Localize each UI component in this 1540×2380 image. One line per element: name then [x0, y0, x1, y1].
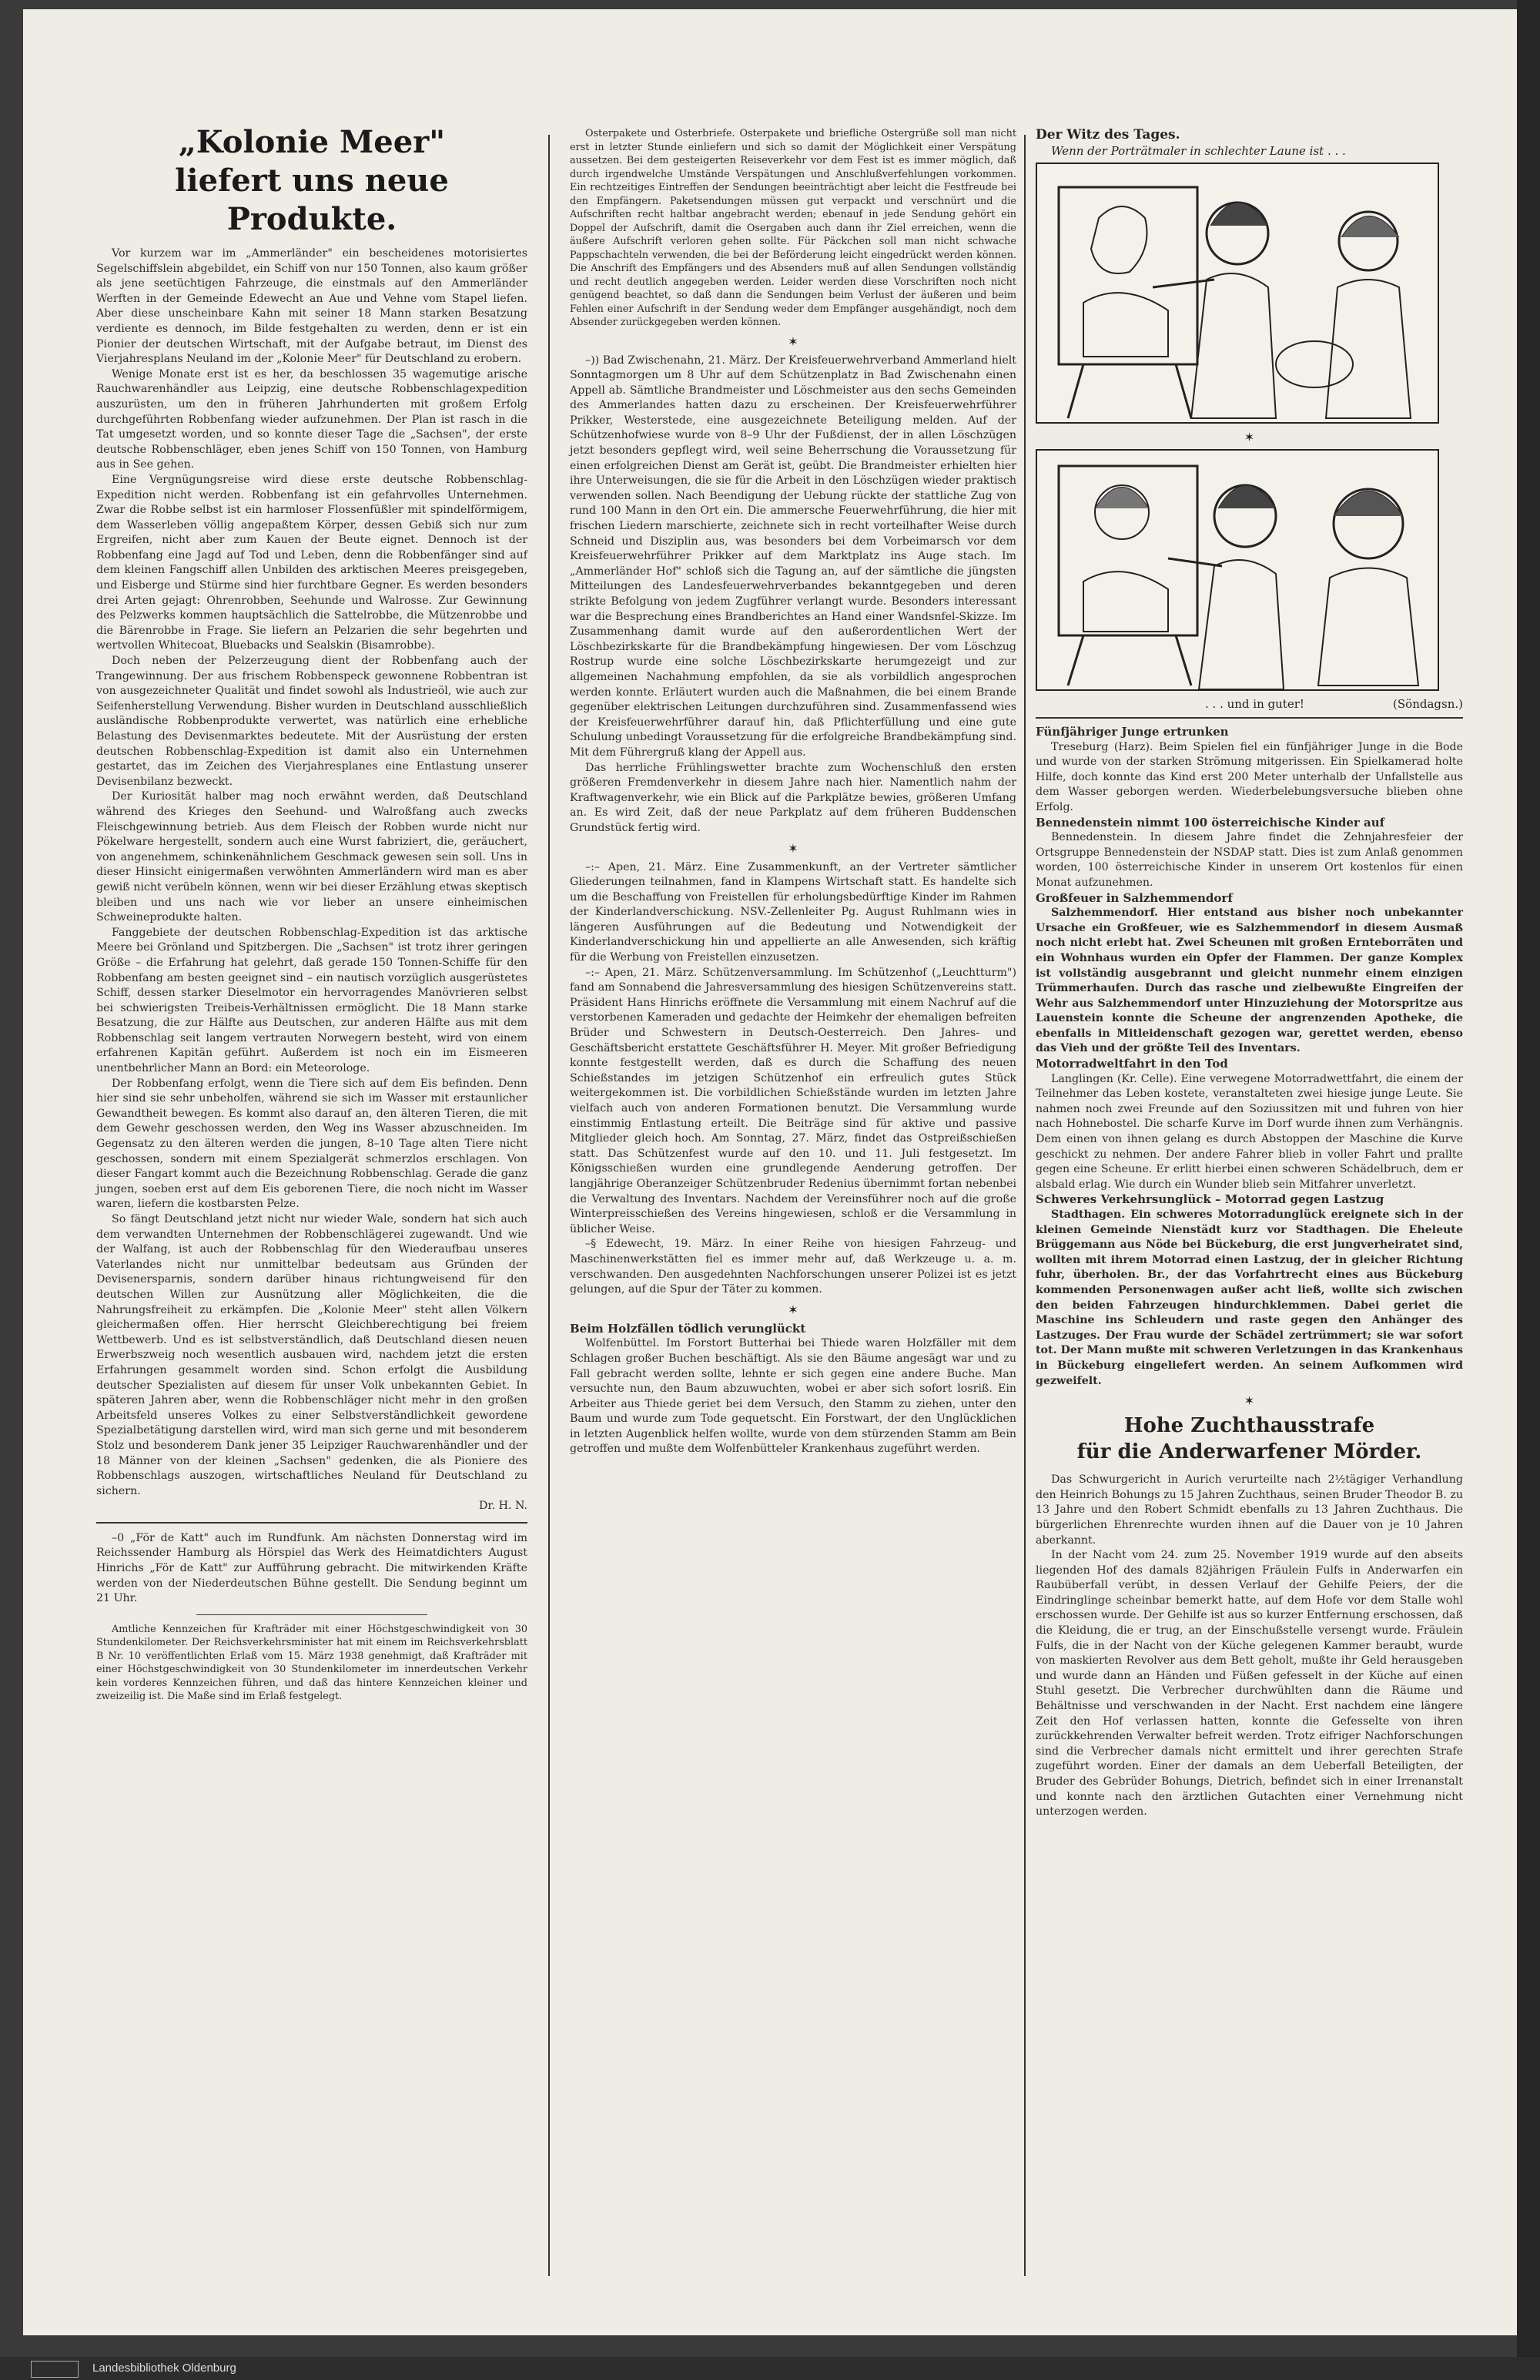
cartoon-panel-1	[1036, 163, 1439, 424]
paragraph: –)) Bad Zwischenahn, 21. März. Der Kreisfeuerwehrverband Ammerland hielt Sonntagmorgen um 8 Uhr auf dem Schützenplatz in Bad Zwischenahn einen Appell ab. Sämtliche Brandmeister und Löschmeister aus den sechs Gemeinden des Ammerlandes hatten dazu zu erscheinen. Der Kreisfeuerwehrführer Prikker, Westerstede, eine ausgezeichnete Beteiligung melden. Auf der Schützenhofwiese wurde von 8–9 Uhr der Fußdienst, der in allen Löschzügen jetzt besonders gepflegt wird, weil seine Beherrschung die Voraussetzung für einen erfolgreichen Dienst am Gerät ist, geübt. Die Brandmeister erhielten hier ihre Unterweisungen, die sie für die Arbeit in den Löschzügen wieder praktisch verwenden sollen. Nach Beendigung der Uebung rückte der stattliche Zug von rund 100 Mann in den Ort ein. Die ammersche Feuerwehrführung, die hier mit frischen Liedern marschierte, zeichnete sich in recht vorteilhafter Weise durch Schneid und Disziplin aus, was besonders bei dem Vorbeimarsch vor dem Kreisfeuerwehrführer Prikker auf dem Marktplatz ins Auge stach. Im „Ammerländer Hof" schloß sich die Tagung an, auf der sämtliche die jüngsten Mitteilungen des Landesfeuerwehrverbandes bekanntgegeben und deren strikte Befolgung von jedem Zugführer verlangt wurde. Besonders interessant war die Besprechung eines Brandberichtes an Hand einer Wandsnfel-Skizze. Im Zusammenhang damit wurde auf den außerordentlichen Wert der Löschbezirkskarte für die Brandbekämpfung hingewiesen. Der vom Löschzug Rostrup wurde eine solche Löschbezirkskarte herumgezeigt und zur allgemeinen Nachahmung empfohlen, da sie als vorbildlich angesprochen werden konnte. Erläutert wurden auch die Maßnahmen, die bei einem Brande gegenüber elektrischen Leitungen durchzuführen sind. Zusammenfassend wies der Kreisfeuerwehrführer darauf hin, daß Pflichterfüllung und eine gute Schulung unbedingt Voraussetzung für die erfolgreiche Brandbekämpfung sind. Mit dem Führergruß klang der Appell aus.	[570, 354, 1016, 759]
signature: Dr. H. N.	[478, 1500, 527, 1513]
footer-bar	[0, 2357, 1540, 2380]
paragraph: Stadthagen. Ein schweres Motorradunglück ereignete sich in der kleinen Gemeinde Nienstädt kurz vor Stadthagen. Die Eheleute Brüggemann aus Nöde bei Bückeburg, die erst jungverheiratet sind, wollten mit ihrem Motorrad einen Lastzug, der in gleicher Richtung fuhr, überholen. Br., der das Vorfahrtrecht eines aus Bückeburg kommenden Personenwagen außer acht ließ, wollte sich zwischen den beiden Fahrzeugen hindurchklemmen. Dabei geriet die Maschine ins Schleudern und raste gegen den Anhänger des Lastzuges. Der Frau wurde der Schädel zertrümmert; sie war sofort tot. Der Mann mußte mit schweren Verletzungen in das Krankenhaus in Bückeburg eingeliefert werden. An seinem Aufkommen wird gezweifelt.	[1036, 1208, 1463, 1387]
paragraph: So fängt Deutschland jetzt nicht nur wieder Wale, sondern hat sich auch dem verwandten Unternehmen der Robbenschlägerei zugewandt. Und wie der Walfang, ist auch der Robbenschlag für den Wiederaufbau unseres Vaterlandes nicht nur unmittelbar bedeutsam aus Gründen der Devisenersparnis, sondern darüber hinaus richtungweisend für den deutschen Willen zur Ausnützung aller Möglichkeiten, die die Nahrungsfreiheit zu erkämpfen. Die „Kolonie Meer" steht allen Völkern gleichermaßen offen. Hier herrscht Gleichberechtigung bei freiem Wettbewerb. Und es ist selbstverständlich, daß Deutschland diesen neuen Erwerbszweig noch wesentlich ausbauen wird, nachdem jetzt die ersten Erfahrungen gesammelt worden sind. Schon erfolgt die Ausbildung deutscher Spezialisten auf diesem für unser Volk unbekannten Gebiet. In späteren Jahren aber, wenn die Robbenschläger nicht mehr in den großen Arbeitsfeld unseres Volkes zu einer Selbstverständlichkeit gewordene Spezialbetätigung darstellen wird, wird man sich gerne und mit besonderem Stolz und besonderem Dank jener 35 Leipziger Rauchwarenhändler und der 18 Männer von der kleinen „Sachsen" gedenken, die als Pioniere des Robbenschlags auszogen, wirtschaftliches Neuland für Deutschland zu sichern.	[96, 1213, 527, 1497]
article-feuerwehr	[570, 354, 1016, 836]
paragraph: Wenige Monate erst ist es her, da beschlossen 35 wagemutige arische Rauchwarenhändler aus Leipzig, eine deutsche Robbenschlagexpedition auszurüsten, um den in früheren Jahrhunderten mit großem Erfolg durchgeführten Robbenfang wieder aufzunehmen. Der Plan ist rasch in die Tat umgesetzt worden, und so konnte dieser Tage die „Sachsen", der erste deutsche Robbenschläger, eben jenes Schiff von 150 Tonnen, von Hamburg aus in See gehen.	[96, 367, 527, 471]
column-3	[1036, 127, 1463, 1820]
library-logo-icon	[31, 2361, 79, 2378]
star-separator: ✶	[1244, 430, 1255, 444]
divider	[196, 1614, 427, 1615]
paragraph: Eine Vergnügungsreise wird diese erste deutsche Robbenschlag-Expedition nicht werden. Robbenfang ist ein gefahrvolles Unternehmen. Zwar die Robbe selbst ist ein harmloser Flossenfüßler mit spindelförmigem, dem Wasserleben völlig angepaßtem Körper, dessen Gebiß sich nur zum Ergreifen, nicht aber zum Kauen der Beute eignet. Dennoch ist der Robbenfang eine Jagd auf Tod und Leben, denn die Robbenfänger sind auf dem kleinen Fangschiff allen Unbilden des arktischen Meeres preisgegeben, und Eisberge und Stürme sind hier furchtbare Gegner. Es werden besonders drei Arten gejagt: Ohrenrobben, Seehunde und Walrosse. Zur Gewinnung des Pelzwerks kommen hauptsächlich die Sattelrobbe, die Mützenrobbe und die Bärenrobbe in Frage. Sie liefern an Pelzarien die sehr begehrten und wertvollen Whitecoat, Bluebacks und Sealskin (Bisamrobbe).	[96, 473, 527, 652]
caption-source: (Söndagsn.)	[1393, 697, 1463, 711]
paragraph: Salzhemmendorf. Hier entstand aus bisher noch unbekannter Ursache ein Großfeuer, wie es Salzhemmendorf in diesem Ausmaß noch nicht erlebt hat. Zwei Scheunen mit großen Ernteborräten und ein Wohnhaus wurden ein Opfer der Flammen. Der ganze Komplex ist vollständig ausgebrannt und gleicht nunmehr einem einzigen Trümmerhaufen. Durch das rasche und zielbewußte Eingreifen der Wehr aus Salzhemmendorf unter Hinzuziehung der Motorspritze aus Lauenstein konnte die Scheune der angrenzenden Apotheke, die ebenfalls in Mitleidenschaft gezogen war, gerettet werden, ebenso das Vieh und der größte Teil des Inventars.	[1036, 907, 1463, 1055]
article-foer-de-katt	[96, 1531, 527, 1607]
divider	[96, 1522, 527, 1524]
cartoon-panel-2	[1036, 449, 1439, 691]
paragraph: –:– Apen, 21. März. Eine Zusammenkunft, an der Vertreter sämtlicher Gliederungen teilnahmen, fand in Klampens Wirtschaft statt. Es handelte sich um die Beschaffung von Freistellen für erholungsbedürftige Kinder im Rahmen der Kinderlandverschickung. NSV.-Zellenleiter Pg. August Ruhlmann wies in längeren Ausführungen auf die Bedeutung und Notwendigkeit der Kinderlandverschickung hin und appellierte an alle Anwesenden, sich kräftig für die Werbung von Freistellen einzusetzen.	[570, 860, 1016, 964]
paragraph: Der Robbenfang erfolgt, wenn die Tiere sich auf dem Eis befinden. Denn hier sind sie sehr unbeholfen, während sie sich im Wasser mit erstaunlicher Gewandtheit bewegen. Es kommt also darauf an, den älteren Tieren, die mit dem Gewehr geschossen werden, den Weg ins Wasser abzuschneiden. Im Gegensatz zu den älteren werden die jungen, 8–10 Tage alten Tiere nicht geschossen, sondern mit einem Spezialgerät schmerzlos erschlagen. Von dieser Fangart kommt auch die Bezeichnung Robbenschlag. Gerade die ganz jungen, soeben erst auf dem Eis geborenen Tiere, die noch nicht im Wasser waren, liefern die kostbarsten Pelze.	[96, 1077, 527, 1211]
news-title: Bennedenstein nimmt 100 österreichische Kinder auf	[1036, 815, 1385, 830]
star-separator: ✶	[788, 840, 798, 856]
cartoon-subtitle: Wenn der Porträtmaler in schlechter Laune ist . . .	[1051, 144, 1346, 158]
paragraph: Bennedenstein. In diesem Jahre findet die Zehnjahresfeier der Ortsgruppe Bennedenstein der NSDAP statt. Dies ist zum Anlaß genommen worden, 100 österreichische Kinder in unserem Ort kostenlos für einen Monat aufzunehmen.	[1036, 831, 1463, 889]
star-separator: ✶	[788, 334, 798, 349]
paragraph: –§ Edewecht, 19. März. In einer Reihe von hiesigen Fahrzeug- und Maschinenwerkstätten fiel es immer mehr auf, daß Werkzeuge u. a. m. verschwanden. Den ausgedehnten Nachforschungen unserer Polizei ist es jetzt gelungen, auf die Spur der Täter zu kommen.	[570, 1238, 1016, 1296]
paragraph: Vor kurzem war im „Ammerländer" ein bescheidenes motorisiertes Segelschiffslein abgebildet, ein Schiff von nur 150 Tonnen, also kaum größer als jene seetüchtigen Fahrzeuge, die einstmals auf den Ammerländer Werften in der Gemeinde Edewecht an Aue und Vehne vom Stapel liefen. Aber diese unscheinbare Kahn mit seiner 18 Mann starken Besatzung verdiente es dennoch, im Bilde festgehalten zu werden, denn er ist ein Pionier der deutschen Wirtschaft, mit der Aufgabe betraut, im Dienst des Vierjahresplans Neuland im der „Kolonie Meer" für Deutschland zu erobern.	[96, 247, 527, 366]
star-separator: ✶	[1244, 1393, 1255, 1409]
cartoon-title: Der Witz des Tages.	[1036, 127, 1180, 142]
cartoon-drawing-good-mood	[1037, 451, 1438, 689]
caption-text: . . . und in guter!	[1205, 697, 1304, 711]
article-kennzeichen	[96, 1623, 527, 1704]
headline-line-1: „Kolonie Meer"	[178, 124, 446, 160]
column-2	[570, 127, 1016, 1457]
scan-edge	[1517, 0, 1540, 2357]
library-name: Landesbibliothek Oldenburg	[92, 2362, 236, 2375]
news-title: Fünfjähriger Junge ertrunken	[1036, 725, 1229, 739]
article-kolonie-meer	[96, 246, 527, 1514]
article-zuchthausstrafe	[1036, 1473, 1463, 1820]
paragraph: Treseburg (Harz). Beim Spielen fiel ein fünfjähriger Junge in die Bode und wurde von der starken Strömung mitgerissen. Ein Spielkamerad holte Hilfe, doch konnte das Kind erst 200 Meter unterhalb der Unfallstelle aus dem Wasser geborgen werden. Wiederbelebungsversuche blieben ohne Erfolg.	[1036, 740, 1463, 813]
paragraph: Osterpakete und Osterbriefe. Osterpakete und briefliche Ostergrüße soll man nicht erst in letzter Stunde einliefern und sich so damit der Möglichkeit einer Verspätung aussetzen. Bei dem gesteigerten Reiseverkehr vor dem Fest ist es immer möglich, daß durch irgendwelche Umstände Verspätungen und Anschlußverfehlungen vorkommen. Ein rechtzeitiges Eintreffen der Sendungen beeinträchtigt aber leicht die Festfreude bei den Empfängern. Paketsendungen müssen gut verpackt und verschnürt und die Aufschriften recht haltbar angebracht werden; ebenauf in jede Sendung gehört ein Doppel der Aufschrift, damit die Osergaben auch dann ihr Ziel erreichen, wenn die äußere Aufschrift verloren gehen sollte. Für Päckchen soll man nicht schwache Pappschachteln verwenden, die bei der Beförderung leicht eingedrückt werden können. Die Anschrift des Empfängers und des Absenders muß auf allen Sendungen vollständig und recht deutlich angegeben werden. Leider werden diese Vorschriften noch nicht genügend beachtet, so daß dann die Sendungen beim Verlust der äußeren und beim Fehlen einer Aufschrift in der Sendung weder dem Empfänger ausgehändigt, noch dem Absender zurückgegeben werden können.	[570, 128, 1016, 328]
column-1	[96, 123, 527, 1704]
paragraph: Das Schwurgericht in Aurich verurteilte nach 2½tägiger Verhandlung den Heinrich Bohungs zu 15 Jahren Zuchthaus, seinen Bruder Theodor B. zu 13 Jahre und den Robert Schmidt ebenfalls zu 13 Jahren Zuchthaus. Die bürgerlichen Ehrenrechte wurden ihnen auf die Dauer von je 10 Jahren aberkannt.	[1036, 1473, 1463, 1547]
divider	[1036, 717, 1463, 719]
paragraph: Doch neben der Pelzerzeugung dient der Robbenfang auch der Trangewinnung. Der aus frischem Robbenspeck gewonnene Robbentran ist von ausgezeichneter Qualität und findet sowohl als Industrieöl, wie auch zur Seifenherstellung Verwendung. Bisher wurden in Deutschland ausschließlich ausländische Robbenprodukte verwertet, was natürlich eine erhebliche Belastung des Devisenmarktes bedeutete. Mit der Ausrüstung der ersten deutschen Robbenschlag-Expedition ist damit also ein Unternehmen gestartet, das im Zeichen des Vierjahresplanes eine Entlastung unserer Devisenbilanz bezweckt.	[96, 655, 527, 788]
cartoon-drawing-bad-mood	[1037, 164, 1438, 422]
column-rule-2	[1024, 135, 1026, 2276]
star-separator: ✶	[788, 1302, 798, 1317]
paragraph: –:– Apen, 21. März. Schützenversammlung. Im Schützenhof („Leuchtturm") fand am Sonnabend die Jahresversammlung des hiesigen Schützenvereins statt. Präsident Hans Hinrichs eröffnete die Versammlung mit einem Nachruf auf die verstorbenen Kameraden und gedachte der Heimkehr der ehemaligen befreiten Brüder und Schwestern in Deutsch-Oesterreich. Den Jahres- und Geschäftsbericht erstattete Geschäftsführer H. Meyer. Mit großer Befriedigung konnte festgestellt werden, daß es durch die Schaffung des neuen Schießstandes im jetzigen Schützenhof ein erfreulich gutes Stück weitergekommen ist. Die vorbildlichen Schießstände wurden im letzten Jahre vielfach auch von anderen Formationen benutzt. Die Versammlung wurde einstimmig Entlastung erteilt. Die Beiträge sind für aktive und passive Mitglieder gleich hoch. Am Sonntag, 27. März, findet das Ostpreißschießen statt. Das Schützenfest wurde auf den 10. und 11. Juli festgesetzt. Im Königsschießen wurden eine grundlegende Aenderung getroffen. Der langjährige Oberanzeiger Schützenbruder Redenius übernimmt fortan nebenbei die Verwaltung des Inventars. Nachdem der Vereinsführer noch auf die große Winterpreisschießen des Vereins hingewiesen, schloß er die Versammlung in üblicher Weise.	[570, 966, 1016, 1235]
news-title: Großfeuer in Salzhemmendorf	[1036, 890, 1233, 905]
paragraph: Fanggebiete der deutschen Robbenschlag-Expedition ist das arktische Meere bei Grönland und Spitzbergen. Die „Sachsen" ist trotz ihrer geringen Größe – die Erfahrung hat gelehrt, daß gerade 150 Tonnen-Schiffe für den Robbenfang am besten geeignet sind – ein nautisch vorzüglich ausgerüstetes Schiff, dessen starker Dieselmotor ein hervorragendes Manövrieren selbst bei schwierigsten Treibeis-Verhältnissen ermöglicht. Die 18 Mann starke Besatzung, die zur Hälfte aus Deutschen, zur anderen Hälfte aus mit dem Robbenschlag seit langem vertrauten Norwegern besteht, wird von einem erfahrenen Kapitän geführt. Außerdem ist noch ein im Eismeeren unentbehrlicher Mann an Bord: ein Meteorologe.	[96, 926, 527, 1075]
article-osterpakete	[570, 127, 1016, 330]
article-headline-2: für die Anderwarfener Mörder.	[1076, 1440, 1422, 1464]
paragraph: Langlingen (Kr. Celle). Eine verwegene Motorradwettfahrt, die einem der Teilnehmer das Leben kostete, veranstalteten zwei hiesige junge Leute. Sie nahmen noch zwei Freunde auf den Soziussitzen mit und fuhren von hier nach Hohnebostel. Die scharfe Kurve im Dorf wurde ihnen zum Verhängnis. Dem einen von ihnen gelang es durch Abstoppen der Maschine die Kurve geschickt zu nehmen. Der andere Fahrer blieb in voller Fahrt und prallte gegen eine Scheune. Er erlitt hierbei einen schweren Schädelbruch, dem er alsbald erlag. Wie durch ein Wunder blieb sein Mitfahrer unverletzt.	[1036, 1072, 1463, 1191]
paragraph: Amtliche Kennzeichen für Krafträder mit einer Höchstgeschwindigkeit von 30 Stundenkilometer. Der Reichsverkehrsminister hat mit einem im Reichsverkehrsblatt B Nr. 10 veröffentlichten Erlaß vom 15. März 1938 genehmigt, daß Krafträder mit einer Höchstgeschwindigkeit von 30 Stundenkilometer im innerdeutschen Verkehr kein vorderes Kennzeichen führen, und daß das hintere Kennzeichen kleiner und zweizeilig ist. Die Maße sind im Erlaß festgelegt.	[96, 1623, 527, 1703]
article-headline-1: Hohe Zuchthausstrafe	[1123, 1414, 1375, 1438]
article-title: Beim Holzfällen tödlich verunglückt	[570, 1321, 806, 1336]
news-items	[1036, 725, 1463, 1389]
headline-line-2: liefert uns neue Produkte.	[175, 163, 449, 237]
paragraph: In der Nacht vom 24. zum 25. November 1919 wurde auf den abseits liegenden Hof des damals 82jährigen Fräulein Fulfs in Anderwarfen ein Raubüberfall verübt, in dessen Verlauf der Gehilfe Peiers, der die Eindringlinge scheinbar bemerkt hatte, auf dem Hofe vor dem Stalle wohl erschossen wurde. Der Gehilfe ist aus so kurzer Entfernung erschossen, daß die Kleidung, die er trug, an der Einschußstelle versengt wurde. Fräulein Fulfs, die in der Nacht von der Küche gelegenen Kammer beraubt, wurde von maskierten Revolver aus dem Bett geholt, mußte ihr Geld herausgeben und wurde dann an Händen und Füßen gefesselt in der Küche auf einen Stuhl gesetzt. Die Verbrecher durchwühlten dann die Räume und Behältnisse und verschwanden in der Nacht. Erst nachdem eine längere Zeit den Hof verlassen hatten, konnte die Gefesselte von ihren zurückkehrenden Verwalter befreit werden. Trotz eifriger Nachforschungen sind die Verbrecher damals nicht ermittelt und ihrer gerechten Strafe zugeführt worden. Einer der damals an dem Ueberfall Beteiligten, der Bruder des Gebrüder Bohungs, Dietrich, befindet sich in einer Irrenanstalt und konnte nach den ärztlichen Gutachten einer Vernehmung nicht unterzogen werden.	[1036, 1549, 1463, 1819]
news-title: Schweres Verkehrsunglück – Motorrad gegen Lastzug	[1036, 1192, 1384, 1207]
paragraph: Wolfenbüttel. Im Forstort Butterhai bei Thiede waren Holzfäller mit dem Schlagen großer Buchen beschäftigt. Als sie den Bäume angesägt war und zu Fall gebracht werden sollte, lehnte er sich gegen eine andere Buche. Man versuchte nun, den Baum abzuwuchten, wobei er aber sich sofort losriß. Ein Arbeiter aus Thiede geriet bei dem Versuch, den Stamm zu ziehen, unter den Baum und wurde zum Tode gequetscht. Ein Forstwart, der den Unglücklichen in letzten Augenblick helfen wollte, wurde von dem stürzenden Stamm am Bein getroffen und mußte dem Wolfenbütteler Krankenhaus zugeführt werden.	[570, 1337, 1016, 1456]
cartoon-caption	[1036, 697, 1463, 711]
news-title: Motorradweltfahrt in den Tod	[1036, 1057, 1228, 1071]
article-apen	[570, 860, 1016, 1298]
paragraph: Der Kuriosität halber mag noch erwähnt werden, daß Deutschland während des Krieges den Seehund- und Walroßfang auch zwecks Fleischgewinnung betrieb. Aus dem Fleisch der Robben wurde nicht nur Pökelware hergestellt, sondern auch eine Wurst fabriziert, die, geräuchert, von angenehmem, schinkenähnlichem Geschmack gewesen sein soll. Uns in dieser Hinsicht einigermaßen verwöhnten Ammerländern wird man es aber gewiß nicht verübeln können, wenn wir bei dieser Erzählung etwas skeptisch bleiben und uns nach wie vor lieber an unsere einheimischen Schweineprodukte halten.	[96, 790, 527, 924]
article-holzfaellen	[570, 1322, 1016, 1457]
paragraph: –0 „För de Katt" auch im Rundfunk. Am nächsten Donnerstag wird im Reichssender Hamburg als Hörspiel das Werk des Heimatdichters August Hinrichs „För de Katt" zur Aufführung gebracht. Die mitwirkenden Kräfte werden von der Niederdeutschen Bühne gestellt. Die Sendung beginnt um 21 Uhr.	[96, 1531, 527, 1605]
paragraph: Das herrliche Frühlingswetter brachte zum Wochenschluß den ersten größeren Fremdenverkehr in diesem Jahre nach hier. Namentlich nahm der Kraftwagenverkehr, wie ein Blick auf die Parkplätze bewies, größeren Umfang an. Es wird Zeit, daß der neue Parkplatz auf dem früheren Buddenschen Grundstück fertig wird.	[570, 761, 1016, 834]
column-rule-1	[548, 135, 550, 2276]
